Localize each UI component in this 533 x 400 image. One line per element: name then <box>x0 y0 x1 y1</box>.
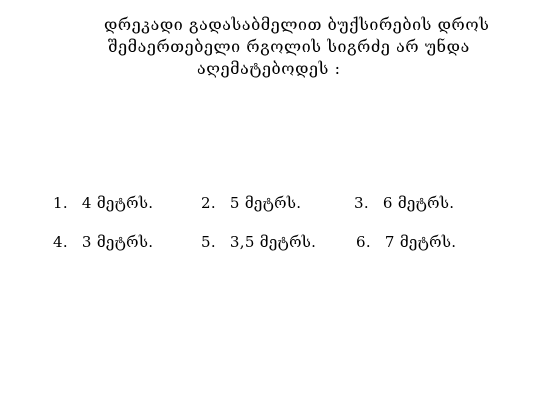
question-line: აღემატებოდეს : <box>197 59 341 78</box>
answer-option-1[interactable] <box>53 193 153 213</box>
answer-number: 6. <box>356 233 371 251</box>
answer-text: 4 მეტრს. <box>81 194 154 212</box>
answer-number: 1. <box>53 194 68 212</box>
answer-option-4[interactable] <box>53 232 153 252</box>
answer-option-6[interactable] <box>356 232 456 252</box>
question-line: დრეკადი გადასაბმელით ბუქსირების დროს <box>104 15 490 34</box>
answer-option-3[interactable] <box>354 193 454 213</box>
answer-text: 6 მეტრს. <box>382 194 455 212</box>
answer-number: 2. <box>201 194 216 212</box>
answer-option-5[interactable] <box>201 232 316 252</box>
answer-text: 5 მეტრს. <box>229 194 302 212</box>
question-line: შემაერთებელი რგოლის სიგრძე არ უნდა <box>108 37 470 56</box>
answer-text: 7 მეტრს. <box>384 233 457 251</box>
answer-text: 3,5 მეტრს. <box>229 233 317 251</box>
answer-number: 3. <box>354 194 369 212</box>
answer-number: 4. <box>53 233 68 251</box>
answer-number: 5. <box>201 233 216 251</box>
answer-text: 3 მეტრს. <box>81 233 154 251</box>
answer-option-2[interactable] <box>201 193 301 213</box>
